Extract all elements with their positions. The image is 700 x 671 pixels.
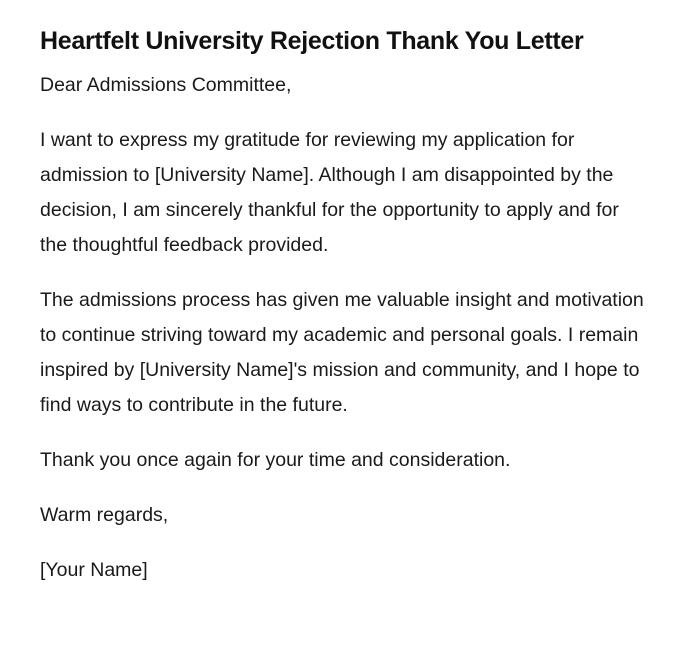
salutation: Dear Admissions Committee,: [40, 74, 292, 96]
body-paragraph-1: I want to express my gratitude for reviewing my application for admission to [University Name]. Although I am disappointed by the decision, I am sincerely thankful for the opportunity to apply and for the thoughtful feedback provided.: [40, 129, 619, 256]
signature: [Your Name]: [40, 559, 148, 581]
body-paragraph-2: The admissions process has given me valuable insight and motivation to continue striving toward my academic and personal goals. I remain inspired by [University Name]'s mission and community, and I hope to find ways to contribute in the future.: [40, 289, 644, 416]
letter-document: [40, 24, 650, 588]
letter-title: Heartfelt University Rejection Thank You Letter: [40, 27, 584, 55]
closing: Warm regards,: [40, 504, 169, 526]
body-paragraph-3: Thank you once again for your time and consideration.: [40, 449, 511, 471]
